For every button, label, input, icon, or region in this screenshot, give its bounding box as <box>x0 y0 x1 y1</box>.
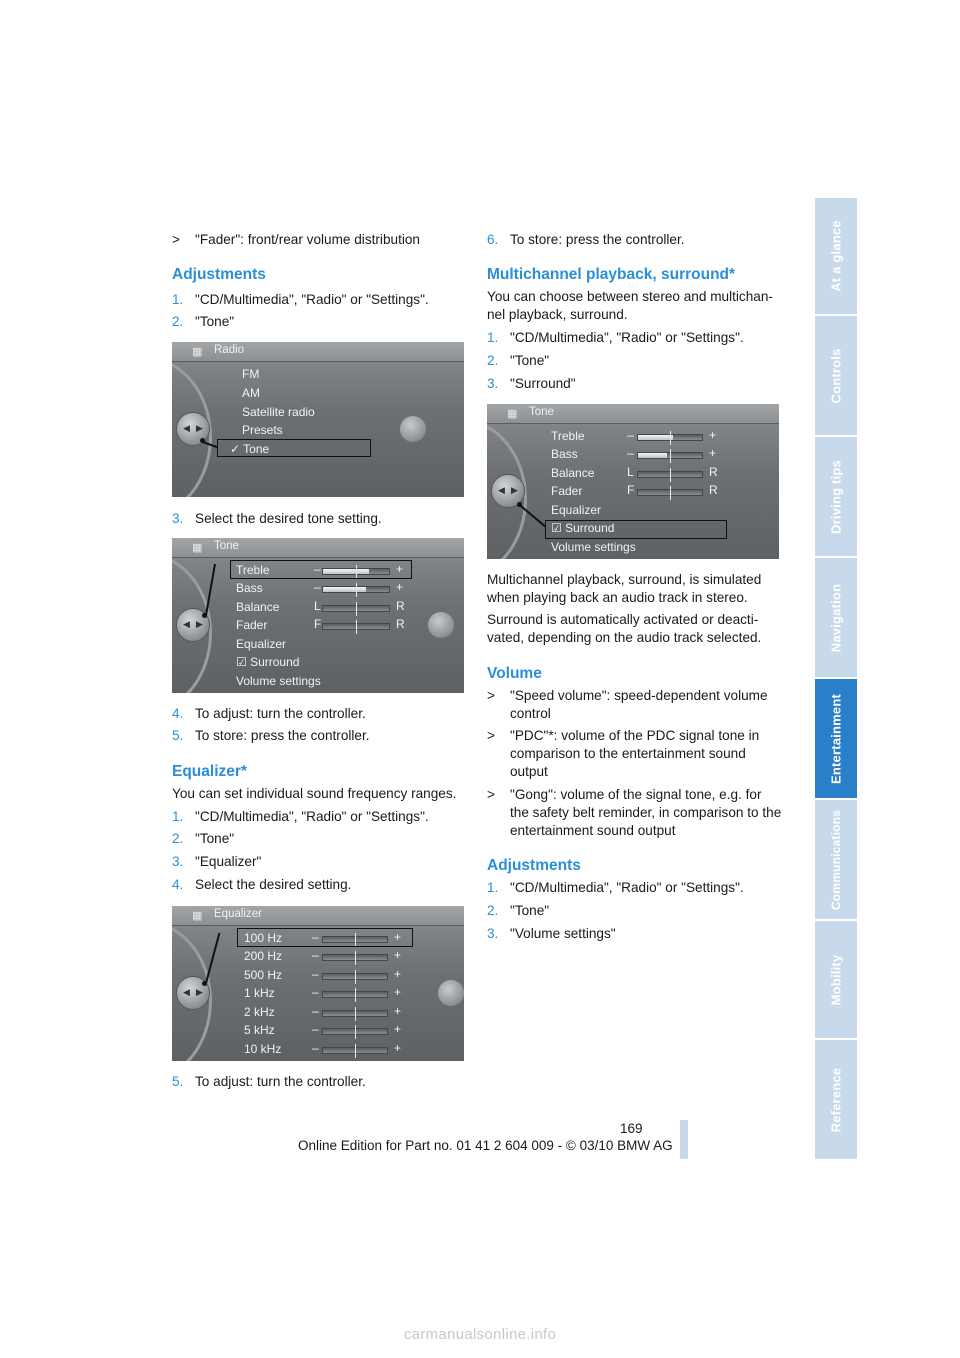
controller-icon: ◀ ▶ <box>176 608 210 642</box>
adjust2-step-1: 1. "CD/Multimedia", "Radio" or "Settings". <box>487 880 744 895</box>
step-5: 5. To store: press the controller. <box>172 728 370 743</box>
radio-icon: ▦ <box>192 346 203 358</box>
surround-heading: Multichannel playback, surround* <box>487 266 736 283</box>
controller-icon: ◀ ▶ <box>176 976 210 1010</box>
sidebar-tab-communications[interactable]: Communications <box>815 800 857 920</box>
equalizer-icon: ▦ <box>192 910 203 922</box>
step-4: 4. To adjust: turn the controller. <box>172 706 366 721</box>
surround-step-3: 3. "Surround" <box>487 376 576 391</box>
volume-bullet-3: > "Gong": volume of the signal tone, e.g. for the safety belt reminder, in comparison to the entertainment sound output <box>487 787 782 838</box>
tone-icon: ▦ <box>192 542 203 554</box>
fader-bullet: > "Fader": front/rear volume distribution <box>172 232 420 247</box>
sidebar-tab-driving-tips[interactable]: Driving tips <box>815 437 857 557</box>
volume-heading: Volume <box>487 665 542 682</box>
adjust2-step-3: 3. "Volume settings" <box>487 926 616 941</box>
sidebar-tab-at-a-glance[interactable]: At a glance <box>815 198 857 315</box>
surround-paragraph-1: Multichannel playback, surround, is simulated when playing back an audio track in stereo. <box>487 572 762 605</box>
eq-step-5: 5. To adjust: turn the controller. <box>172 1074 366 1089</box>
sidebar-tab-controls[interactable]: Controls <box>815 316 857 436</box>
equalizer-menu-screenshot: ▦ Equalizer ◀ ▶ 100 Hz 200 Hz 500 Hz 1 kHz 2 kHz 5 kHz 10 kHz – + – + – + – + – + – + – + <box>172 906 464 1061</box>
surround-intro: You can choose between stereo and multichan-nel playback, surround. <box>487 289 773 322</box>
surround-menu-screenshot: ▦ Tone ◀ ▶ Treble Bass Balance Fader Equalizer ☑ Surround Volume settings – + – + L R F R <box>487 404 779 559</box>
adjustments-heading-2: Adjustments <box>487 857 581 874</box>
step-6: 6. To store: press the controller. <box>487 232 685 247</box>
eq-step-4: 4. Select the desired setting. <box>172 877 352 892</box>
page-number: 169 <box>620 1121 643 1136</box>
adjust-step-2: 2. "Tone" <box>172 314 235 329</box>
eq-step-1: 1. "CD/Multimedia", "Radio" or "Settings". <box>172 809 429 824</box>
surround-paragraph-2: Surround is automatically activated or deacti-vated, depending on the audio track selected. <box>487 612 762 645</box>
sidebar-tab-mobility[interactable]: Mobility <box>815 921 857 1039</box>
adjustments-heading: Adjustments <box>172 266 266 283</box>
eq-step-3: 3. "Equalizer" <box>172 854 262 869</box>
footer-edition: Online Edition for Part no. 01 41 2 604 009 - © 03/10 BMW AG <box>298 1138 673 1153</box>
controller-icon: ◀ ▶ <box>491 474 525 508</box>
equalizer-heading: Equalizer* <box>172 763 247 780</box>
sidebar-tab-entertainment[interactable]: Entertainment <box>815 679 857 799</box>
chapter-sidebar <box>815 198 857 1160</box>
volume-bullet-1: > "Speed volume": speed-dependent volume control <box>487 688 768 721</box>
radio-menu-screenshot: ▦ Radio ◀ ▶ FM AM Satellite radio Presets ✓ Tone <box>172 342 464 497</box>
footer-accent-bar <box>680 1120 688 1159</box>
volume-bullet-2: > "PDC"*: volume of the PDC signal tone in comparison to the entertainment sound output <box>487 728 760 779</box>
surround-step-2: 2. "Tone" <box>487 353 550 368</box>
watermark: carmanualsonline.info <box>403 1326 557 1343</box>
tone-menu-screenshot: ▦ Tone ◀ ▶ Treble Bass Balance Fader Equalizer ☑ Surround Volume settings – + – + L R F R <box>172 538 464 693</box>
adjust2-step-2: 2. "Tone" <box>487 903 550 918</box>
controller-icon: ◀ ▶ <box>176 412 210 446</box>
adjust-step-1: 1. "CD/Multimedia", "Radio" or "Settings". <box>172 292 429 307</box>
surround-step-1: 1. "CD/Multimedia", "Radio" or "Settings". <box>487 330 744 345</box>
sidebar-tab-navigation[interactable]: Navigation <box>815 558 857 678</box>
step-3: 3. Select the desired tone setting. <box>172 511 382 526</box>
eq-step-2: 2. "Tone" <box>172 831 235 846</box>
equalizer-intro: You can set individual sound frequency ranges. <box>172 786 457 801</box>
sidebar-tab-reference[interactable]: Reference <box>815 1040 857 1160</box>
tone-icon: ▦ <box>507 408 518 420</box>
